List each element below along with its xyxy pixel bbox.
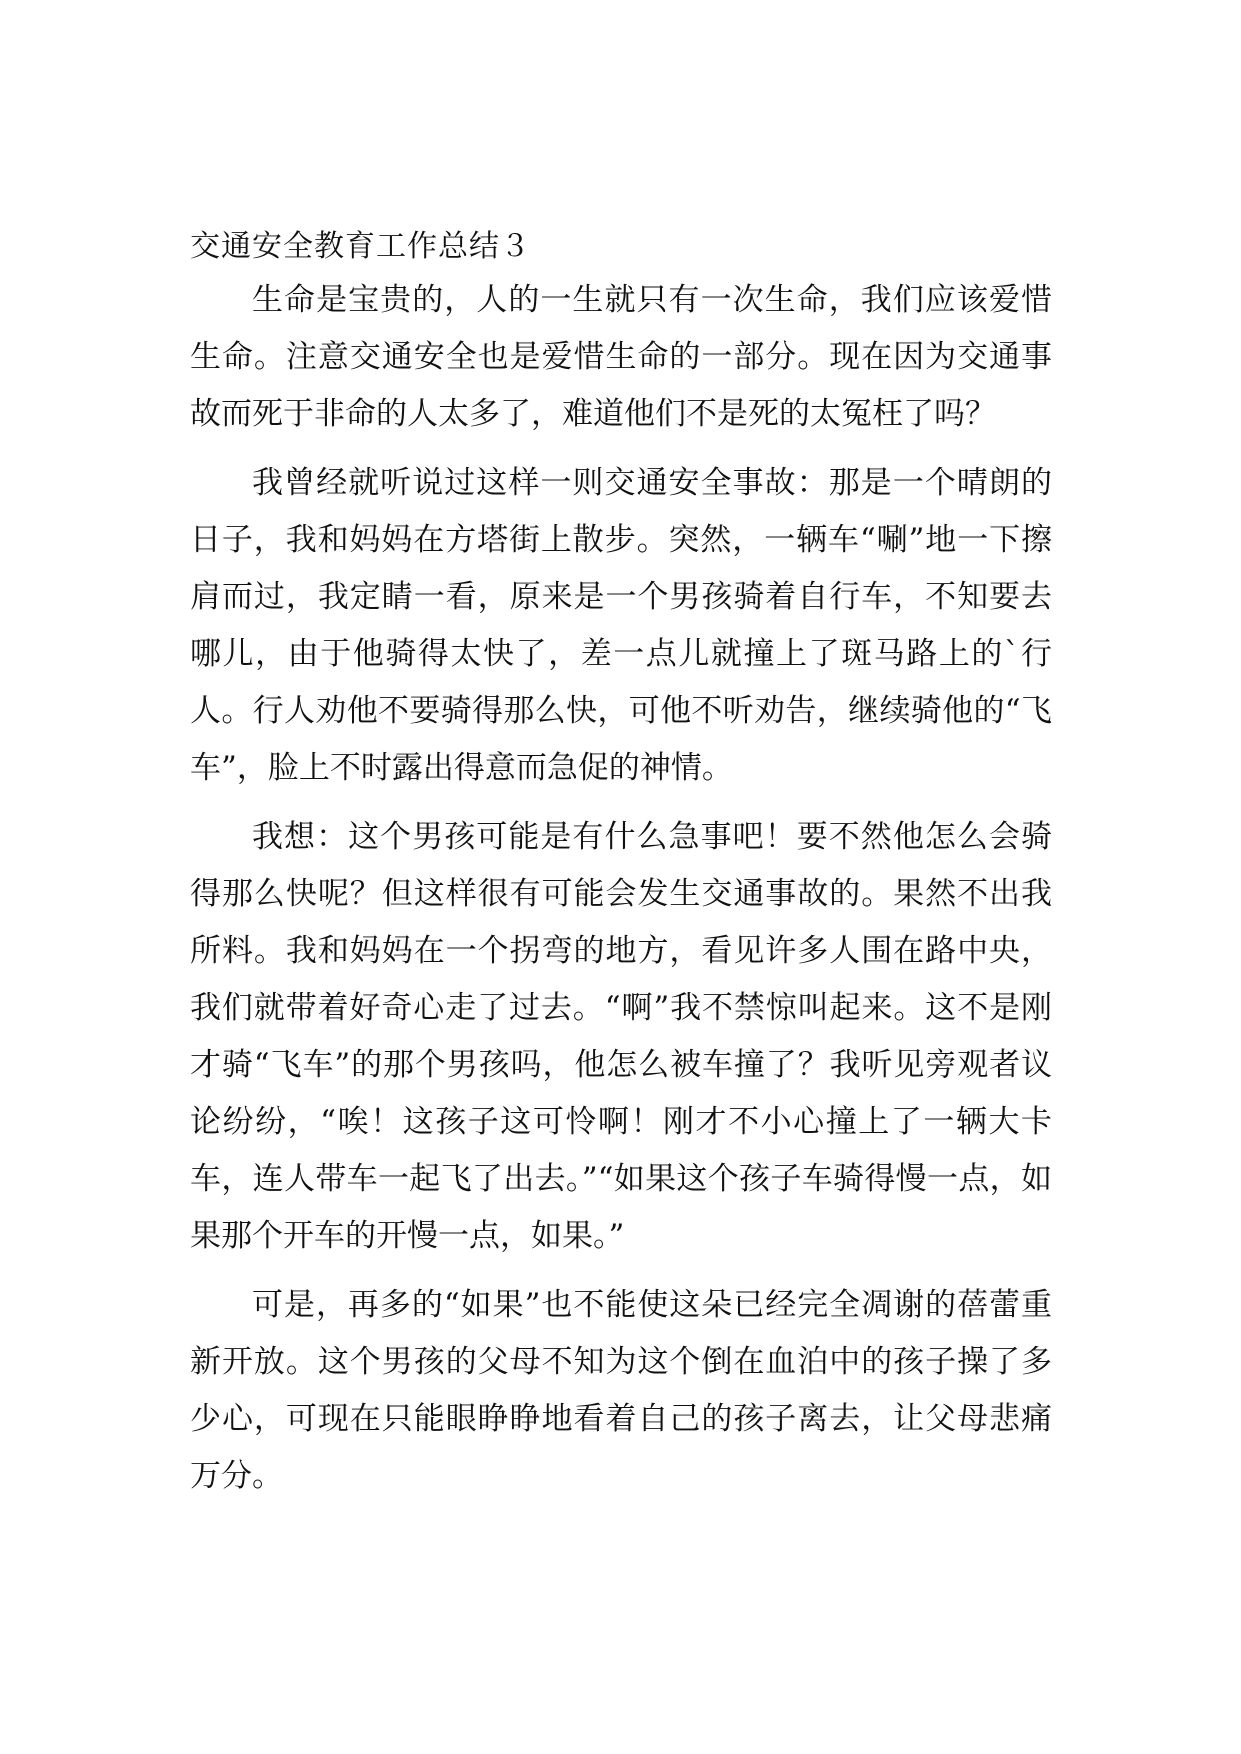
paragraph-3: 我想：这个男孩可能是有什么急事吧！要不然他怎么会骑得那么快呢？但这样很有可能会发生交通事故的。果然不出我所料。我和妈妈在一个拐弯的地方，看见许多人围在路中央，我们就带着好奇心走了过去。“啊”我不禁惊叫起来。这不是刚才骑“飞车”的那个男孩吗，他怎么被车撞了？我听见旁观者议论纷纷，“唉！这孩子这可怜啊！刚才不小心撞上了一辆大卡车，连人带车一起飞了出去。”“如果这个孩子车骑得慢一点，如果那个开车的开慢一点，如果。” (190, 819, 1052, 1254)
paragraph-2: 我曾经就听说过这样一则交通安全事故：那是一个晴朗的日子，我和妈妈在方塔街上散步。突然，一辆车“唰”地一下擦肩而过，我定睛一看，原来是一个男孩骑着自行车，不知要去哪儿，由于他骑得太快了，差一点儿就撞上了斑马路上的`行人。行人劝他不要骑得那么快，可他不听劝告，继续骑他的“飞车”，脸上不时露出得意而急促的神情。 (190, 465, 1052, 786)
document-title: 交通安全教育工作总结３ (190, 229, 531, 264)
paragraph-1: 生命是宝贵的，人的一生就只有一次生命，我们应该爱惜生命。注意交通安全也是爱惜生命的一部分。现在因为交通事故而死于非命的人太多了，难道他们不是死的太冤枉了吗？ (190, 282, 1052, 432)
paragraph-4: 可是，再多的“如果”也不能使这朵已经完全凋谢的蓓蕾重新开放。这个男孩的父母不知为这个倒在血泊中的孩子操了多少心，可现在只能眼睁睁地看着自己的孩子离去，让父母悲痛万分。 (190, 1287, 1052, 1494)
document-body (190, 222, 1052, 1517)
